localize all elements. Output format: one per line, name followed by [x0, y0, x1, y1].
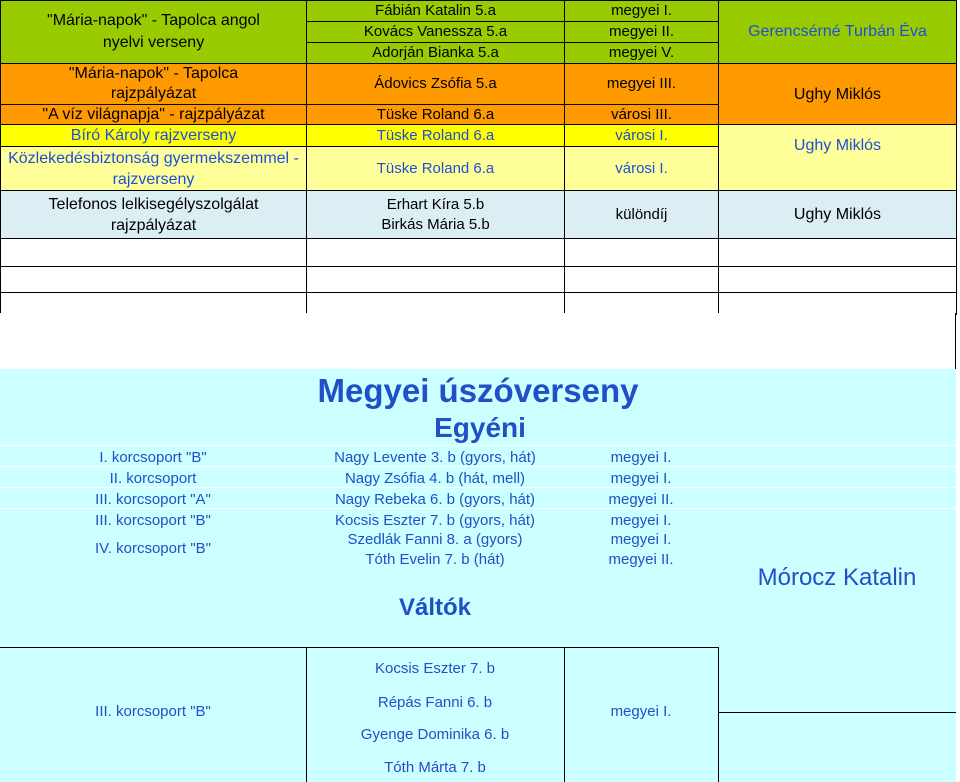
relay-category: III. korcsoport "B" — [95, 703, 211, 720]
student-name: Tüske Roland 6.a — [307, 125, 565, 147]
empty-cell — [1, 267, 307, 293]
competition-label: "Mária-napok" - Tapolca rajzpályázat — [68, 65, 239, 102]
teacher-cell: Ughy Miklós — [719, 191, 957, 239]
student-name: Fábián Katalin 5.a — [307, 1, 564, 22]
empty-cell — [307, 239, 565, 267]
empty-cell — [307, 293, 565, 315]
category-label: I. korcsoport "B" — [99, 449, 207, 466]
swim-result: megyei II. — [608, 551, 674, 568]
student-name: Erhart Kíra 5.b — [386, 195, 485, 213]
result-value: megyei I. — [565, 1, 718, 22]
competition-label: Közlekedésbiztonság gyermekszemmel - rajzverseny — [8, 149, 299, 188]
empty-cell — [719, 293, 957, 315]
relay-result: megyei I. — [610, 703, 672, 720]
swim-subtitle: Egyéni — [434, 412, 526, 443]
result-value: megyei III. — [565, 64, 719, 105]
category-label: II. korcsoport — [109, 470, 197, 487]
student-name: Birkás Mária 5.b — [381, 215, 490, 233]
student-name: Adorján Bianka 5.a — [372, 44, 499, 61]
empty-cell — [1, 239, 307, 267]
student-name: Kovács Vanessza 5.a — [307, 22, 564, 43]
category-label: IV. korcsoport "B" — [95, 540, 211, 557]
swim-result: megyei I. — [610, 531, 672, 548]
competition-cell — [1, 1, 307, 64]
result-value: különdíj — [565, 191, 719, 239]
empty-cell — [719, 267, 957, 293]
student-name: Tüske Roland 6.a — [307, 105, 565, 125]
swim-section — [0, 369, 956, 782]
swimmer-name: Nagy Levente 3. b (gyors, hát) — [334, 449, 536, 466]
competition-cell — [1, 191, 307, 239]
relay-member: Répás Fanni 6. b — [377, 694, 493, 711]
competition-cell: "A víz világnapja" - rajzpályázat — [1, 105, 307, 125]
spacer-block — [0, 313, 956, 369]
relay-member: Tóth Márta 7. b — [384, 759, 486, 776]
relay-member: Kocsis Eszter 7. b — [374, 660, 496, 677]
swim-result: megyei I. — [610, 449, 672, 466]
swim-teacher: Mórocz Katalin — [757, 564, 917, 591]
results-cell — [565, 1, 719, 64]
empty-cell — [565, 239, 719, 267]
result-value: megyei II. — [565, 22, 718, 43]
teacher-cell: Gerencsérné Turbán Éva — [719, 1, 957, 64]
swim-result: megyei I. — [610, 470, 672, 487]
competition-label: Telefonos lelkisegélyszolgálat rajzpályázat — [48, 195, 259, 234]
empty-cell — [565, 267, 719, 293]
competition-cell — [1, 147, 307, 191]
empty-cell — [1, 293, 307, 315]
swim-result: megyei II. — [608, 491, 674, 508]
swimmer-name: Nagy Rebeka 6. b (gyors, hát) — [334, 491, 536, 508]
relay-member: Gyenge Dominika 6. b — [360, 726, 510, 743]
empty-cell — [565, 293, 719, 315]
relay-title: Váltók — [398, 594, 472, 621]
teacher-cell: Ughy Miklós — [719, 64, 957, 125]
result-value: városi I. — [565, 147, 719, 191]
student-name: Tüske Roland 6.a — [307, 147, 565, 191]
result-value: megyei V. — [608, 44, 675, 61]
result-value: városi I. — [565, 125, 719, 147]
teacher-cell: Ughy Miklós — [719, 125, 957, 191]
result-value: városi III. — [565, 105, 719, 125]
category-label: III. korcsoport "A" — [95, 491, 211, 508]
category-label: III. korcsoport "B" — [95, 512, 211, 529]
relay-separator — [718, 712, 956, 713]
swim-title: Megyei úszóverseny — [317, 372, 639, 409]
relay-column-line — [718, 647, 719, 782]
competition-label: "Mária-napok" - Tapolca angol nyelvi verseny — [47, 12, 260, 51]
relay-separator — [0, 647, 718, 648]
swimmer-name: Nagy Zsófia 4. b (hát, mell) — [344, 470, 526, 487]
empty-cell — [719, 239, 957, 267]
competition-cell — [1, 64, 307, 105]
swim-result: megyei I. — [610, 512, 672, 529]
empty-cell — [307, 267, 565, 293]
awards-table — [0, 0, 957, 315]
swimmer-name: Szedlák Fanni 8. a (gyors) — [347, 531, 523, 548]
student-name: Ádovics Zsófia 5.a — [307, 64, 565, 105]
grid-line — [0, 445, 956, 446]
swimmer-name: Tóth Evelin 7. b (hát) — [365, 551, 505, 568]
competition-cell: Bíró Károly rajzverseny — [1, 125, 307, 147]
swimmer-name: Kocsis Eszter 7. b (gyors, hát) — [334, 512, 536, 529]
students-cell — [307, 191, 565, 239]
students-cell — [307, 1, 565, 64]
